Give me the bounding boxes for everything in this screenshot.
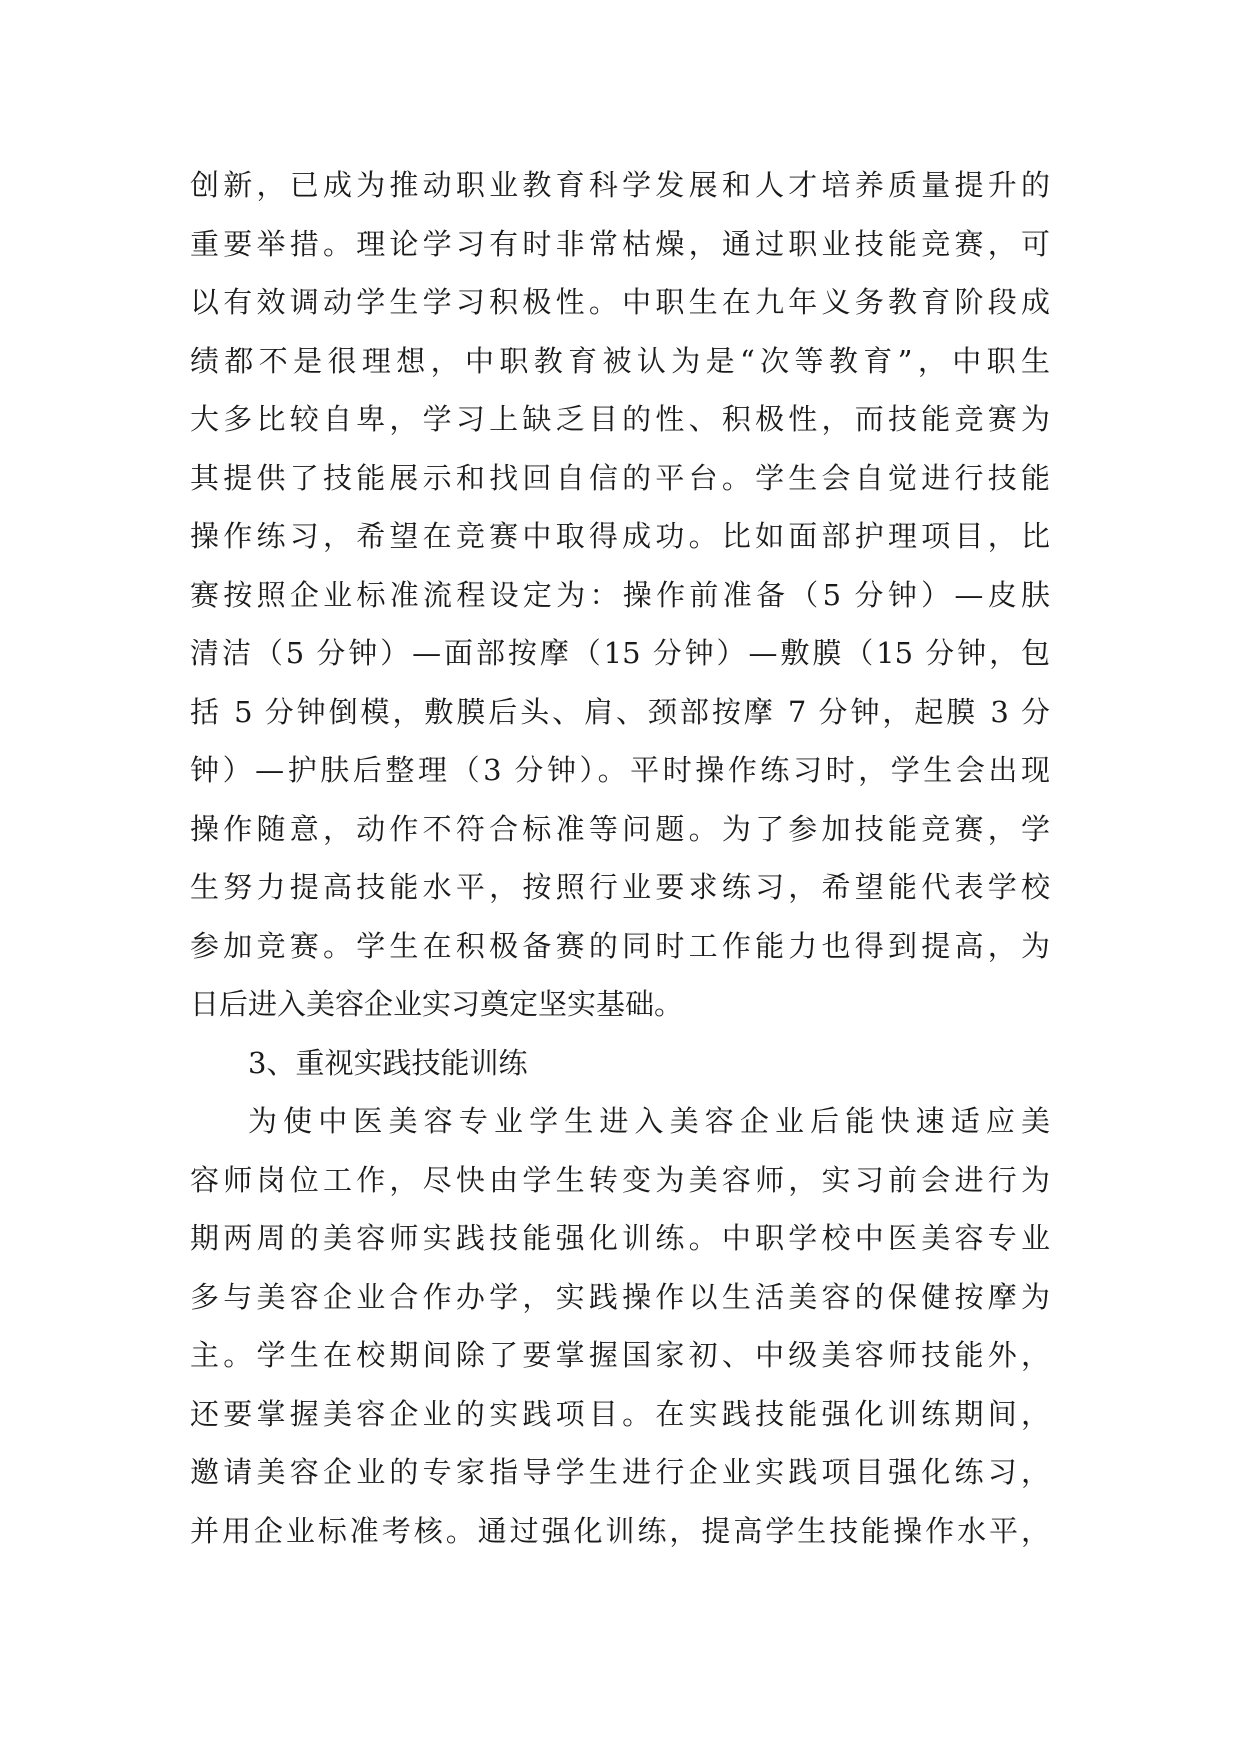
text-line: 还要掌握美容企业的实践项目。在实践技能强化训练期间， xyxy=(190,1396,1050,1431)
text-line: 生努力提高技能水平，按照行业要求练习，希望能代表学校 xyxy=(190,870,1050,904)
text-line: 日后进入美容企业实习奠定坚实基础。 xyxy=(190,987,684,1021)
text-line: 重要举措。理论学习有时非常枯燥，通过职业技能竞赛，可 xyxy=(190,226,1050,261)
text-line: 绩都不是很理想，中职教育被认为是“次等教育”，中职生 xyxy=(190,343,1050,378)
text-line: 操作练习，希望在竞赛中取得成功。比如面部护理项目，比 xyxy=(190,519,1050,553)
section-heading: 3、重视实践技能训练 xyxy=(248,1045,528,1080)
text-line: 钟）—护肤后整理（3 分钟）。平时操作练习时，学生会出现 xyxy=(190,753,1050,787)
text-line: 邀请美容企业的专家指导学生进行企业实践项目强化练习， xyxy=(190,1455,1050,1489)
text-line: 以有效调动学生学习积极性。中职生在九年义务教育阶段成 xyxy=(190,285,1050,319)
text-line: 创新，已成为推动职业教育科学发展和人才培养质量提升的 xyxy=(190,168,1050,202)
text-line: 括 5 分钟倒模，敷膜后头、肩、颈部按摩 7 分钟，起膜 3 分 xyxy=(190,694,1050,729)
text-line: 赛按照企业标准流程设定为：操作前准备（5 分钟）—皮肤 xyxy=(190,577,1050,612)
text-line: 并用企业标准考核。通过强化训练，提高学生技能操作水平， xyxy=(190,1513,1050,1548)
text-line: 参加竞赛。学生在积极备赛的同时工作能力也得到提高，为 xyxy=(190,928,1050,963)
text-line: 容师岗位工作，尽快由学生转变为美容师，实习前会进行为 xyxy=(190,1162,1050,1197)
text-line: 多与美容企业合作办学，实践操作以生活美容的保健按摩为 xyxy=(190,1279,1050,1314)
body-text xyxy=(190,156,1050,1560)
text-line: 清洁（5 分钟）—面部按摩（15 分钟）—敷膜（15 分钟，包 xyxy=(190,636,1050,670)
text-line: 期两周的美容师实践技能强化训练。中职学校中医美容专业 xyxy=(190,1221,1050,1255)
text-line: 大多比较自卑，学习上缺乏目的性、积极性，而技能竞赛为 xyxy=(190,402,1050,436)
text-line: 操作随意，动作不符合标准等问题。为了参加技能竞赛，学 xyxy=(190,811,1050,846)
text-line: 其提供了技能展示和找回自信的平台。学生会自觉进行技能 xyxy=(190,460,1050,495)
text-line: 主。学生在校期间除了要掌握国家初、中级美容师技能外， xyxy=(190,1338,1050,1372)
text-line: 为使中医美容专业学生进入美容企业后能快速适应美 xyxy=(248,1104,1050,1138)
